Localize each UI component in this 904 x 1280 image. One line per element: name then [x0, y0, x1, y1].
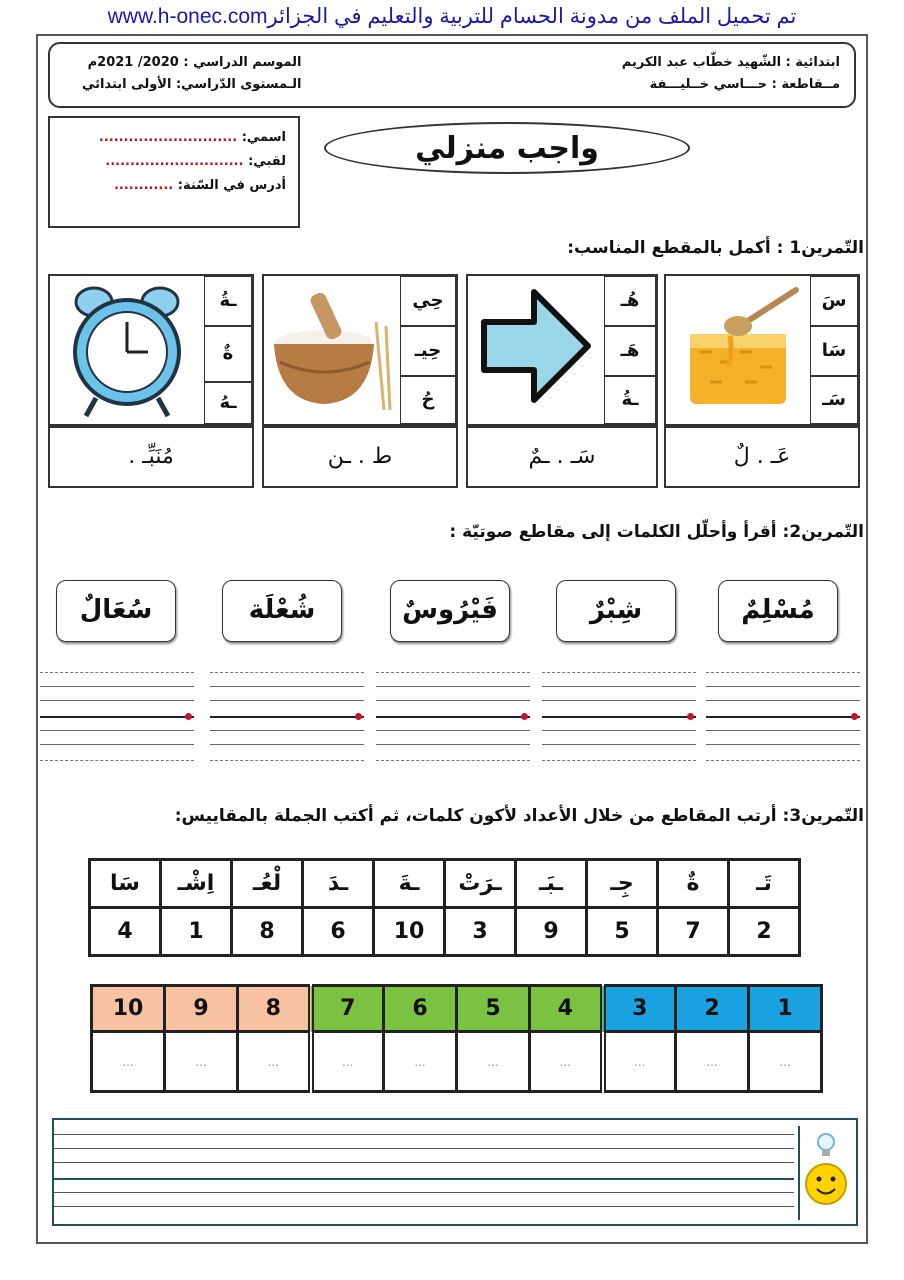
- option-cell[interactable]: سَـ: [810, 376, 858, 424]
- site-banner: تم تحميل الملف من مدونة الحسام للتربية والتعليم في الجزائرwww.h-onec.com: [107, 5, 797, 28]
- syllables-table: [88, 858, 801, 957]
- arrow-icon: [476, 286, 594, 406]
- writing-lines[interactable]: [706, 672, 860, 764]
- order-number: 8: [238, 986, 311, 1032]
- option-cell[interactable]: حِيـ: [400, 326, 456, 376]
- number-cell: 1: [161, 908, 232, 956]
- number-cell: 9: [516, 908, 587, 956]
- blank-cell[interactable]: ...: [676, 1032, 749, 1092]
- order-number: 6: [384, 986, 457, 1032]
- option-cell[interactable]: ـةُ: [204, 276, 252, 326]
- ex1-answer[interactable]: مُنَبِّـ .: [48, 426, 254, 488]
- page-title: واجب منزلي: [324, 122, 690, 174]
- sentence-writing-box[interactable]: [52, 1118, 858, 1226]
- writing-lines[interactable]: [376, 672, 530, 764]
- syllable-cell: ـرَتْ: [445, 860, 516, 908]
- syllable-cell: ـةَ: [374, 860, 445, 908]
- order-table: [90, 984, 823, 1093]
- school-level: الـمستوى الدّراسي: الأولى ابتدائي: [82, 77, 302, 92]
- word-card: شِبْرٌ: [556, 580, 676, 642]
- blank-cell[interactable]: ...: [238, 1032, 311, 1092]
- order-number: 1: [749, 986, 822, 1032]
- order-number: 4: [530, 986, 603, 1032]
- ex3-instruction: التّمرين3: أرتب المقاطع من خلال الأعداد لأكون كلمات، ثم أكتب الجملة بالمقاييس:: [174, 806, 864, 826]
- district-name: مــقاطعة : حـــاسي خــليـــفة: [649, 77, 840, 92]
- name-label: اسمي:: [241, 130, 286, 145]
- number-cell: 3: [445, 908, 516, 956]
- number-cell: 10: [374, 908, 445, 956]
- order-number: 2: [676, 986, 749, 1032]
- writing-lines[interactable]: [542, 672, 696, 764]
- word-card: شُعْلَة: [222, 580, 342, 642]
- surname-label: لقبي:: [248, 154, 286, 169]
- number-cell: 5: [587, 908, 658, 956]
- syllable-cell: ةٌ: [658, 860, 729, 908]
- syllable-cell: جِـ: [587, 860, 658, 908]
- number-cell: 2: [729, 908, 800, 956]
- ex1-instruction: التّمرين1 : أكمل بالمقطع المناسب:: [567, 238, 864, 258]
- writing-lines[interactable]: [40, 672, 194, 764]
- blank-cell[interactable]: ...: [749, 1032, 822, 1092]
- option-cell[interactable]: ةٌ: [204, 326, 252, 382]
- order-number: 10: [92, 986, 165, 1032]
- syllable-cell: لْعُـ: [232, 860, 303, 908]
- blank-cell[interactable]: ...: [603, 1032, 676, 1092]
- option-cell[interactable]: حِي: [400, 276, 456, 326]
- syllable-cell: سَا: [90, 860, 161, 908]
- number-cell: 6: [303, 908, 374, 956]
- syllable-cell: اِشْـ: [161, 860, 232, 908]
- option-cell[interactable]: هَـ: [604, 326, 656, 376]
- student-info-box: [48, 116, 300, 228]
- order-number: 9: [165, 986, 238, 1032]
- honey-icon: [680, 282, 806, 416]
- syllable-cell: ـدَ: [303, 860, 374, 908]
- header-box: [48, 42, 856, 108]
- class-field[interactable]: ............: [113, 178, 174, 193]
- ex1-answer[interactable]: عَـ . لٌ: [664, 426, 860, 488]
- number-cell: 7: [658, 908, 729, 956]
- order-number: 3: [603, 986, 676, 1032]
- option-cell[interactable]: سَ: [810, 276, 858, 326]
- number-cell: 4: [90, 908, 161, 956]
- school-name: ابتدائية : الشّهيد خطّاب عبد الكريم: [621, 55, 840, 70]
- option-cell[interactable]: حُ: [400, 376, 456, 424]
- option-cell[interactable]: ـةُ: [604, 376, 656, 424]
- name-field[interactable]: ............................: [98, 130, 238, 145]
- blank-cell[interactable]: ...: [384, 1032, 457, 1092]
- word-card: سُعَالٌ: [56, 580, 176, 642]
- number-cell: 8: [232, 908, 303, 956]
- option-cell[interactable]: سَا: [810, 326, 858, 376]
- word-card: مُسْلِمٌ: [718, 580, 838, 642]
- word-card: فَيْرُوسٌ: [390, 580, 510, 642]
- class-label: أدرس في السّنة:: [177, 178, 286, 193]
- ex1-answer[interactable]: سَـ . ـمٌ: [466, 426, 658, 488]
- blank-cell[interactable]: ...: [457, 1032, 530, 1092]
- order-number: 7: [311, 986, 384, 1032]
- surname-field[interactable]: ............................: [105, 154, 244, 169]
- flour-bowl-icon: [266, 282, 396, 418]
- syllable-cell: تَـ: [729, 860, 800, 908]
- ex1-answer[interactable]: ط . ـن: [262, 426, 458, 488]
- blank-cell[interactable]: ...: [92, 1032, 165, 1092]
- alarm-clock-icon: [66, 278, 188, 420]
- lightbulb-smiley-icon: [798, 1126, 852, 1220]
- order-number: 5: [457, 986, 530, 1032]
- syllable-cell: ـبَـ: [516, 860, 587, 908]
- ex2-instruction: التّمرين2: أقرأ وأحلّل الكلمات إلى مقاطع صوتيّة :: [449, 522, 864, 542]
- writing-lines[interactable]: [210, 672, 364, 764]
- option-cell[interactable]: ـهُ: [204, 382, 252, 424]
- blank-cell[interactable]: ...: [311, 1032, 384, 1092]
- school-season: الموسم الدراسي : 2020/ 2021م: [87, 55, 302, 70]
- blank-cell[interactable]: ...: [165, 1032, 238, 1092]
- blank-cell[interactable]: ...: [530, 1032, 603, 1092]
- option-cell[interactable]: هُـ: [604, 276, 656, 326]
